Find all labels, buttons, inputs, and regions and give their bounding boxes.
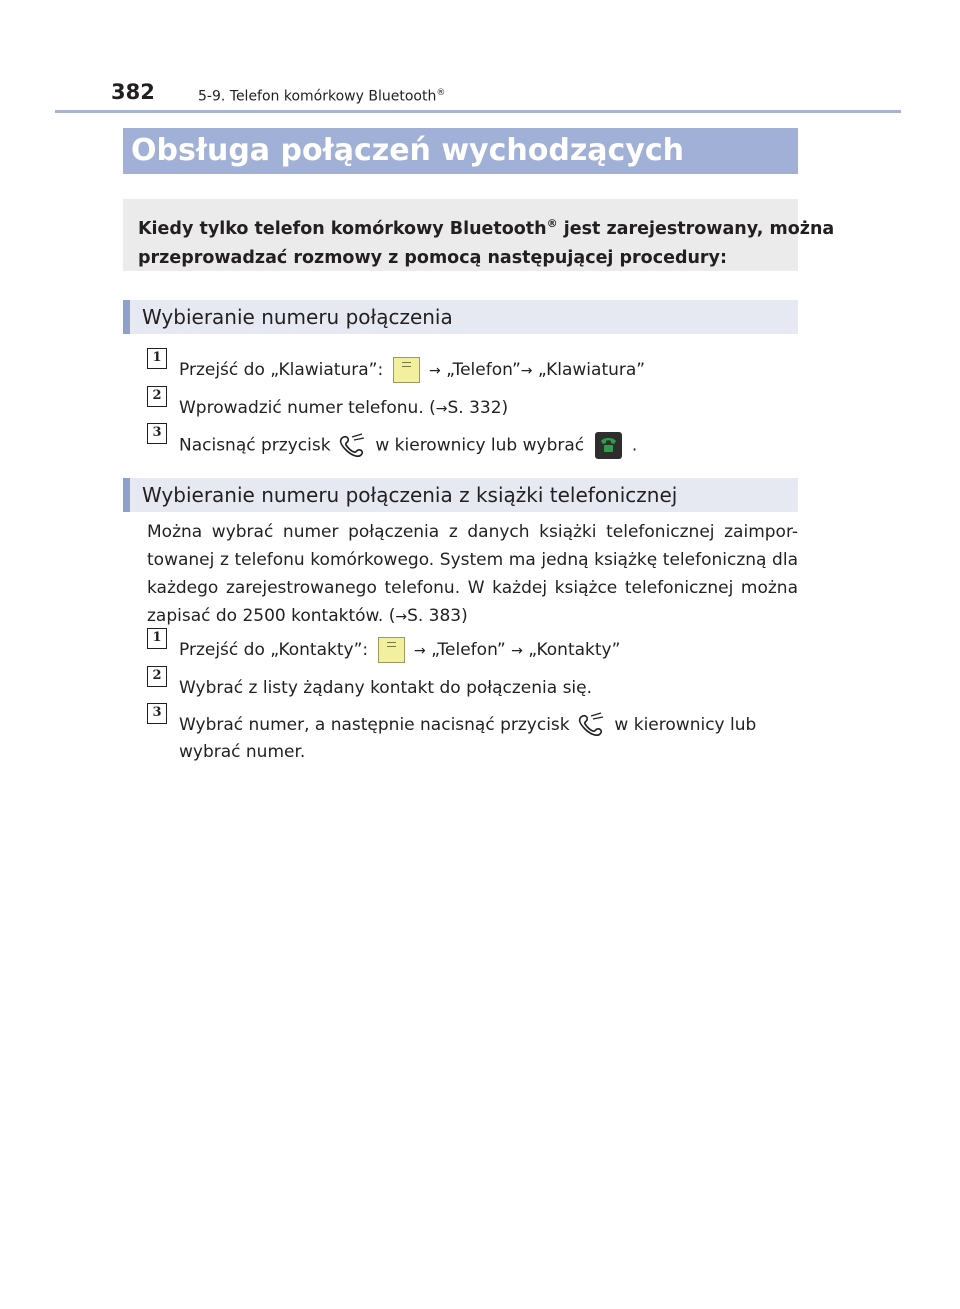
- step-number: 1: [147, 628, 167, 649]
- arrow-icon: →: [395, 609, 408, 625]
- intro-box: [123, 199, 835, 271]
- header-rule: [55, 110, 901, 113]
- arrow-icon: →: [428, 363, 441, 379]
- menu-icon: [393, 357, 420, 383]
- arrow-icon: →: [520, 363, 533, 379]
- step-number: 2: [147, 666, 167, 687]
- arrow-icon: →: [413, 643, 426, 659]
- running-head: [198, 88, 445, 105]
- step-text: Nacisnąć przycisk w kierownicy lub wybrać .: [179, 432, 637, 460]
- step-text: Przejść do „Klawiatura”: → „Telefon”→ „Klawiatura”: [179, 357, 645, 385]
- step-text: Wprowadzić numer telefonu. (→S. 332): [179, 398, 509, 418]
- step-number: 3: [147, 423, 167, 444]
- phone-handset-icon: [575, 712, 609, 738]
- registered-mark: ®: [546, 217, 558, 230]
- section-heading-phonebook: Wybieranie numeru połączenia z książki telefonicznej: [123, 478, 798, 512]
- step-number: 2: [147, 386, 167, 407]
- menu-icon: [378, 637, 405, 663]
- chapter-title: 5-9. Telefon komórkowy Bluetooth: [198, 88, 437, 105]
- step-text: Wybrać z listy żądany kontakt do połączenia się.: [179, 678, 593, 698]
- page-title: Obsługa połączeń wychodzących: [123, 128, 798, 174]
- registered-mark: ®: [436, 88, 446, 98]
- step-text: Wybrać numer, a następnie nacisnąć przycisk w kierownicy lub wybrać numer.: [179, 712, 756, 766]
- section-heading-dial-number: Wybieranie numeru połączenia: [123, 300, 798, 334]
- intro-line-2: przeprowadzać rozmowy z pomocą następującej procedury:: [138, 247, 727, 268]
- step-number: 3: [147, 703, 167, 724]
- step-text: Przejść do „Kontakty”: → „Telefon” → „Kontakty”: [179, 637, 620, 665]
- phonebook-paragraph: Można wybrać numer połączenia z danych książki telefonicznej zaimpor-towanej z telefonu komórkowego. System ma jedną książkę telefoniczną dla każdego zarejestrowanego telefonu. W każdej książce telefonicznej można zapisać do 2500 kontaktów. (→S. 383): [147, 522, 798, 626]
- arrow-icon: →: [511, 643, 523, 659]
- phone-handset-icon: [336, 433, 370, 459]
- arrow-icon: →: [435, 401, 448, 417]
- intro-line-1: Kiedy tylko telefon komórkowy Bluetooth® jest zarejestrowany, można: [138, 217, 835, 239]
- step-number: 1: [147, 348, 167, 369]
- page-number: 382: [111, 80, 155, 104]
- call-button-icon: [595, 432, 622, 459]
